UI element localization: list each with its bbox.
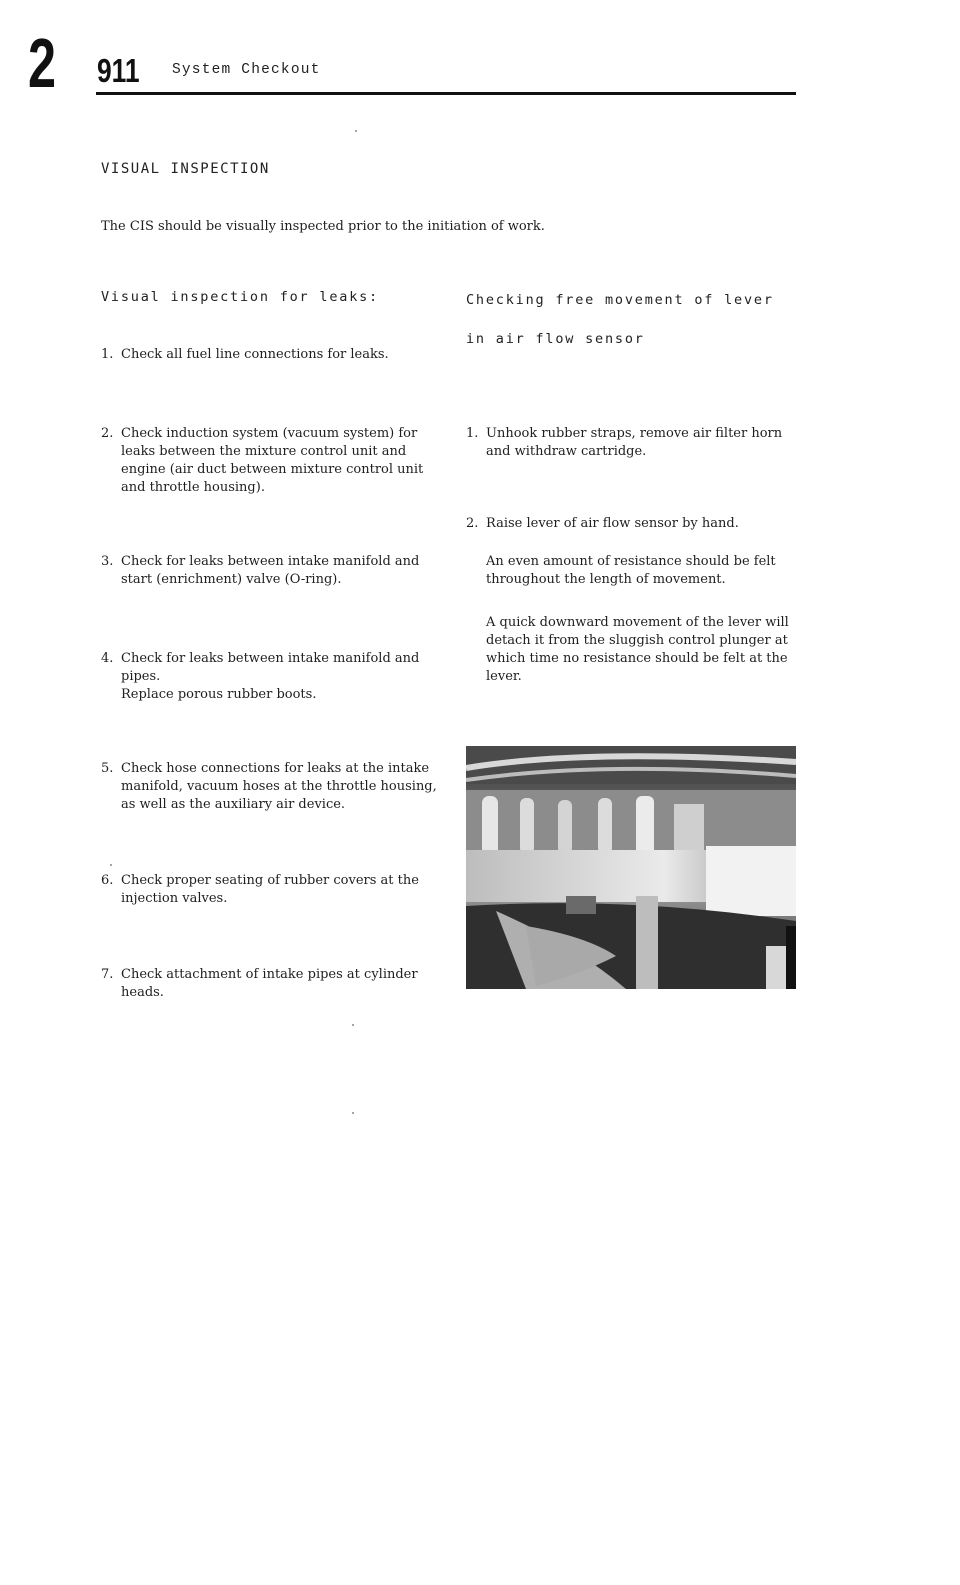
- leak-item-line: pipes.: [121, 669, 161, 684]
- leak-item-num: 3.: [101, 554, 114, 569]
- leak-item-5: [101, 760, 451, 814]
- lever-item-num: 2.: [466, 516, 479, 531]
- lever-item-line: Unhook rubber straps, remove air filter horn: [486, 426, 783, 441]
- leak-item-line: Check for leaks between intake manifold and: [121, 651, 420, 666]
- leak-item-line: leaks between the mixture control unit and: [121, 444, 407, 459]
- leak-item-line: Check hose connections for leaks at the intake: [121, 761, 430, 776]
- scan-speck: [110, 864, 112, 866]
- lever-paragraph-2: [486, 614, 806, 686]
- engine-photo-icon: [466, 746, 796, 989]
- leak-item-num: 2.: [101, 426, 114, 441]
- lever-item-2: [466, 515, 796, 533]
- intro-text: The CIS should be visually inspected prior to the initiation of work.: [101, 219, 545, 234]
- leak-item-6: [101, 872, 446, 908]
- leak-item-line: Check all fuel line connections for leaks.: [121, 347, 389, 362]
- lever-para-line: throughout the length of movement.: [486, 572, 726, 587]
- leak-item-num: 7.: [101, 967, 114, 982]
- leak-item-line: Check proper seating of rubber covers at the: [121, 873, 419, 888]
- leaks-heading: Visual inspection for leaks:: [101, 289, 379, 305]
- leak-item-line: Check induction system (vacuum system) for: [121, 426, 418, 441]
- leak-item-num: 4.: [101, 651, 114, 666]
- leak-item-1: [101, 346, 441, 364]
- leak-item-7: [101, 966, 446, 1002]
- model-label: 911: [97, 52, 140, 89]
- leak-item-line: Check for leaks between intake manifold and: [121, 554, 420, 569]
- leak-item-num: 1.: [101, 347, 114, 362]
- leak-item-line: Replace porous rubber boots.: [121, 687, 317, 702]
- scan-speck: [352, 1112, 354, 1114]
- leak-item-num: 6.: [101, 873, 114, 888]
- leak-item-line: and throttle housing).: [121, 480, 265, 495]
- lever-item-1: [466, 425, 796, 461]
- visual-inspection-heading: VISUAL INSPECTION: [101, 161, 270, 177]
- section-number: 2: [28, 24, 57, 102]
- leak-item-line: Check attachment of intake pipes at cylinder: [121, 967, 418, 982]
- lever-heading-line2: in air flow sensor: [466, 331, 645, 347]
- leak-item-line: heads.: [121, 985, 164, 1000]
- leak-item-3: [101, 553, 446, 589]
- lever-para-line: An even amount of resistance should be felt: [486, 554, 776, 569]
- lever-item-line: and withdraw cartridge.: [486, 444, 647, 459]
- leak-item-num: 5.: [101, 761, 114, 776]
- scan-speck: [355, 130, 357, 132]
- header-rule: [96, 92, 796, 95]
- lever-item-line: Raise lever of air flow sensor by hand.: [486, 516, 739, 531]
- lever-para-line: detach it from the sluggish control plunger at: [486, 633, 788, 648]
- lever-para-line: which time no resistance should be felt at the: [486, 651, 788, 666]
- page-title: System Checkout: [172, 62, 321, 78]
- lever-item-num: 1.: [466, 426, 479, 441]
- lever-paragraph-1: [486, 553, 806, 589]
- leak-item-line: start (enrichment) valve (O-ring).: [121, 572, 342, 587]
- leak-item-line: injection valves.: [121, 891, 228, 906]
- lever-heading-line1: Checking free movement of lever: [466, 292, 774, 308]
- scan-speck: [352, 1024, 354, 1026]
- leak-item-4: [101, 650, 446, 704]
- leak-item-line: manifold, vacuum hoses at the throttle housing,: [121, 779, 437, 794]
- lever-para-line: A quick downward movement of the lever will: [486, 615, 789, 630]
- leak-item-line: engine (air duct between mixture control unit: [121, 462, 424, 477]
- lever-para-line: lever.: [486, 669, 522, 684]
- leak-item-line: as well as the auxiliary air device.: [121, 797, 346, 812]
- leak-item-2: [101, 425, 446, 497]
